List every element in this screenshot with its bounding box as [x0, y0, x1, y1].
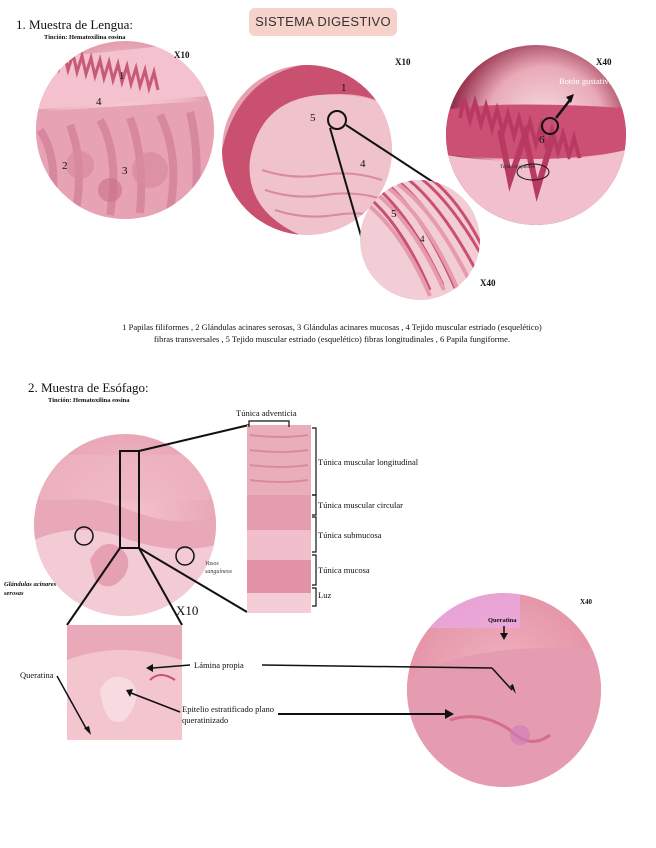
- tongue-x10-image: [30, 40, 220, 220]
- section2-heading: 2. Muestra de Esófago:: [28, 380, 149, 395]
- esophagus-zoom-panel: [67, 625, 182, 740]
- section1-heading: 1. Muestra de Lengua:: [16, 17, 133, 32]
- layer-label: Túnica mucosa: [318, 565, 370, 575]
- section2-stain: Tinción: Hematoxilina eosina: [48, 397, 130, 404]
- layer-label: Túnica muscular longitudinal: [318, 457, 419, 467]
- layer-label: Luz: [318, 590, 332, 600]
- mag-label-2: X10: [395, 57, 411, 67]
- mag-label-4: X40: [480, 278, 496, 288]
- tongue1-label: 2: [62, 160, 68, 172]
- tongue2-label: 1: [341, 82, 347, 94]
- queratina-label: Queratina: [20, 670, 54, 680]
- tongue1-label: 1: [119, 70, 125, 82]
- glandulas-label: Glándulas acinares serosas: [4, 581, 57, 597]
- vasos-label: Vasos sanguíneos: [205, 561, 232, 575]
- tongue1-label: 4: [96, 96, 102, 108]
- layer-label: Túnica muscular circular: [318, 500, 403, 510]
- epitelio-label: Epitelio estratificado plano queratinizado: [182, 704, 275, 725]
- layer-label: Túnica submucosa: [318, 530, 382, 540]
- tongue1-label: 3: [122, 165, 128, 177]
- tongue2-label: 4: [360, 158, 366, 170]
- zoom-label: 5: [391, 208, 397, 220]
- tejido-conjuntivo-label: Tejido conjuntivo: [500, 165, 536, 170]
- mag-label-3: X40: [596, 57, 612, 67]
- boton-gustativo-label: Botón gustativo: [558, 76, 614, 86]
- section1-stain: Tinción: Hematoxilina eosina: [44, 34, 126, 41]
- tongue2-label: 5: [310, 112, 316, 124]
- tongue-x40-image: [446, 45, 626, 230]
- tongue-caption: 1 Papilas filiformes , 2 Glándulas acinares serosas, 3 Glándulas acinares mucosas , 4 Tejido muscular estriado (esquelético) fibras transversales , 5 Tejido muscular estriado (esquelético) fibras longitudinales , 6 Papila fungiforme.: [122, 322, 542, 344]
- esophagus-mag-label: X10: [176, 603, 199, 618]
- page-title: SISTEMA DIGESTIVO: [249, 8, 397, 36]
- lamina-propia-label: Lámina propia: [194, 660, 244, 670]
- esophagus-layers-panel: [247, 425, 311, 613]
- tongue3-label: 6: [539, 134, 545, 146]
- queratina-right-label: Queratina: [488, 617, 517, 624]
- mag-label-1: X10: [174, 50, 190, 60]
- esophagus-right-mag-label: X40: [580, 598, 593, 606]
- zoom-label: 4: [420, 234, 425, 244]
- layer-label: Túnica adventicia: [236, 408, 297, 418]
